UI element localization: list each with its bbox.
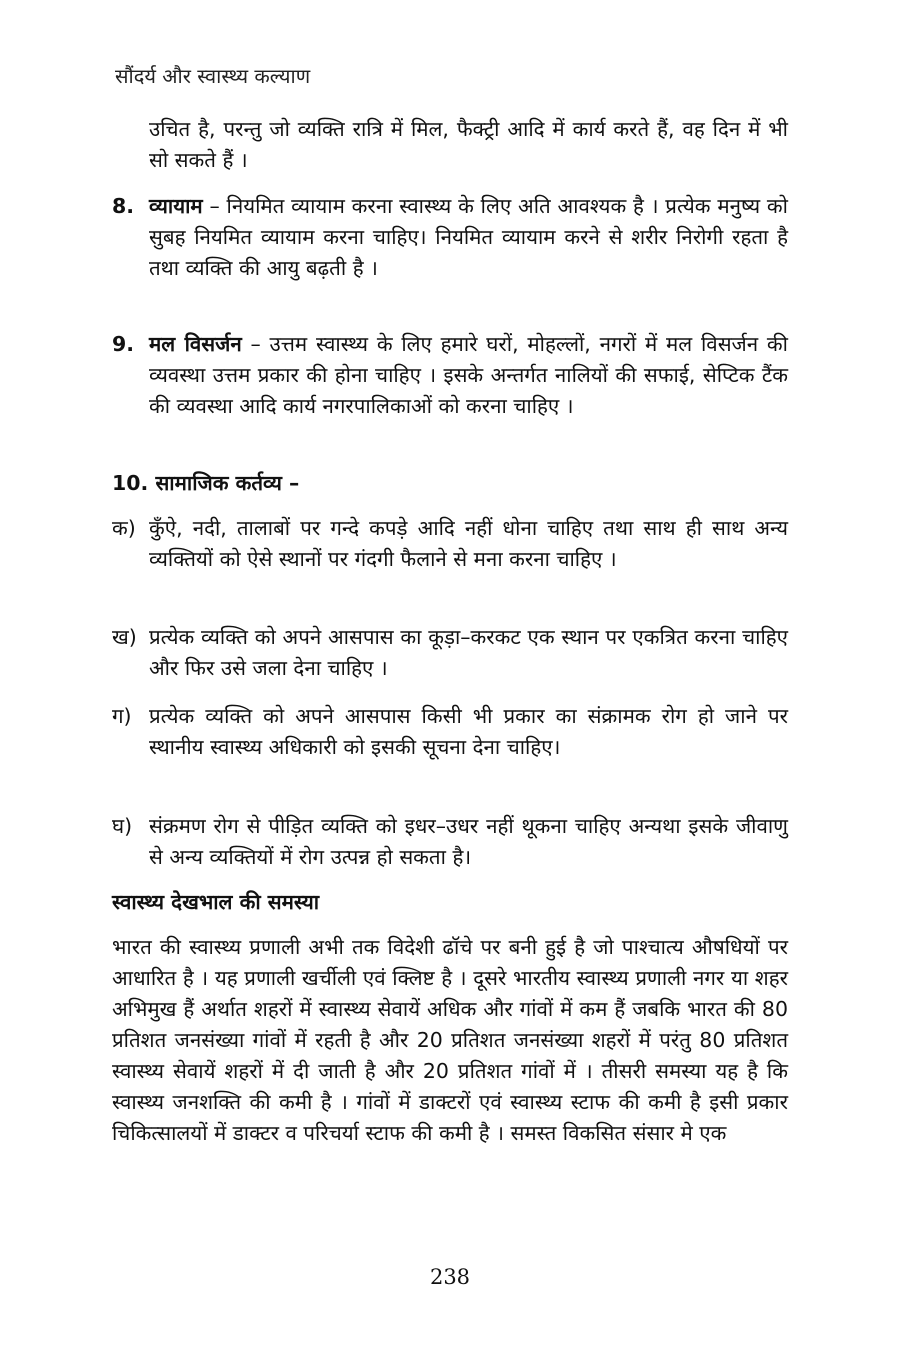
sub-item-kha: [112, 622, 788, 684]
item-number: 9.: [112, 332, 135, 356]
item-number: 8.: [112, 194, 135, 218]
item-text: – उत्तम स्वास्थ्य के लिए हमारे घरों, मोहल्लों, नगरों में मल विसर्जन की व्यवस्था उत्तम प्रकार की होना चाहिए । इसके अन्तर्गत नालियों की सफाई, सेप्टिक टैंक की व्यवस्था आदि कार्य नगरपालिकाओं को करना चाहिए ।: [149, 332, 788, 418]
list-item-8: [112, 191, 788, 284]
sub-item-label: ग): [112, 704, 132, 728]
item-heading: मल विसर्जन: [149, 332, 242, 356]
item-text: – नियमित व्यायाम करना स्वास्थ्य के लिए अति आवश्यक है । प्रत्येक मनुष्य को सुबह नियमित व्यायाम करना चाहिए। नियमित व्यायाम करने से शरीर निरोगी रहता है तथा व्यक्ति की आयु बढ़ती है ।: [149, 194, 788, 280]
sub-item-label: घ): [112, 814, 133, 838]
sub-item-text: कुँऐ, नदी, तालाबों पर गन्दे कपड़े आदि नहीं धोना चाहिए तथा साथ ही साथ अन्य व्यक्तियों को ऐसे स्थानों पर गंदगी फैलाने से मना करना चाहिए ।: [149, 516, 788, 571]
sub-item-label: क): [112, 516, 136, 540]
sub-item-text: प्रत्येक व्यक्ति को अपने आसपास किसी भी प्रकार का संक्रामक रोग हो जाने पर स्थानीय स्वास्थ्य अधिकारी को इसकी सूचना देना चाहिए।: [149, 704, 788, 759]
item-body: [149, 191, 788, 284]
sub-item-ka: [112, 513, 788, 575]
item-body: [149, 329, 788, 422]
sub-item-text: प्रत्येक व्यक्ति को अपने आसपास का कूड़ा–करकट एक स्थान पर एकत्रित करना चाहिए और फिर उसे जला देना चाहिए ।: [149, 625, 788, 680]
sub-item-label: ख): [112, 625, 137, 649]
page-number: 238: [429, 1265, 471, 1289]
running-head: सौंदर्य और स्वास्थ्य कल्याण: [115, 64, 311, 88]
list-item-9: [112, 329, 788, 422]
sub-item-gha: [112, 811, 788, 873]
section-heading: स्वास्थ्य देखभाल की समस्या: [112, 890, 320, 914]
section-paragraph: भारत की स्वास्थ्य प्रणाली अभी तक विदेशी ढॉचे पर बनी हुई है जो पाश्चात्य औषधियों पर आधारित है । यह प्रणाली खर्चीली एवं क्लिष्ट है । दूसरे भारतीय स्वास्थ्य प्रणाली नगर या शहर अभिमुख हैं अर्थात शहरों में स्वास्थ्य सेवायें अधिक और गांवों में कम हैं जबकि भारत की 80 प्रतिशत जनसंख्या गांवों में रहती है और 20 प्रतिशत जनसंख्या शहरों में परंतु 80 प्रतिशत स्वास्थ्य सेवायें शहरों में दी जाती है और 20 प्रतिशत गांवों में । तीसरी समस्या यह है कि स्वास्थ्य जनशक्ति की कमी है । गांवों में डाक्टरों एवं स्वास्थ्य स्टाफ की कमी है इसी प्रकार चिकित्सालयों में डाक्टर व परिचर्या स्टाफ की कमी है । समस्त विकसित संसार मे एक: [112, 935, 788, 1145]
item-heading: व्यायाम: [149, 194, 203, 218]
sub-item-text: संक्रमण रोग से पीड़ित व्यक्ति को इधर–उधर नहीं थूकना चाहिए अन्यथा इसके जीवाणु से अन्य व्यक्तियों में रोग उत्पन्न हो सकता है।: [149, 814, 788, 869]
continuation-paragraph: उचित है, परन्तु जो व्यक्ति रात्रि में मिल, फैक्ट्री आदि में कार्य करते हैं, वह दिन में भी सो सकते हैं ।: [149, 117, 788, 172]
item-10-heading: 10. सामाजिक कर्तव्य –: [112, 471, 300, 495]
sub-item-ga: [112, 701, 788, 763]
